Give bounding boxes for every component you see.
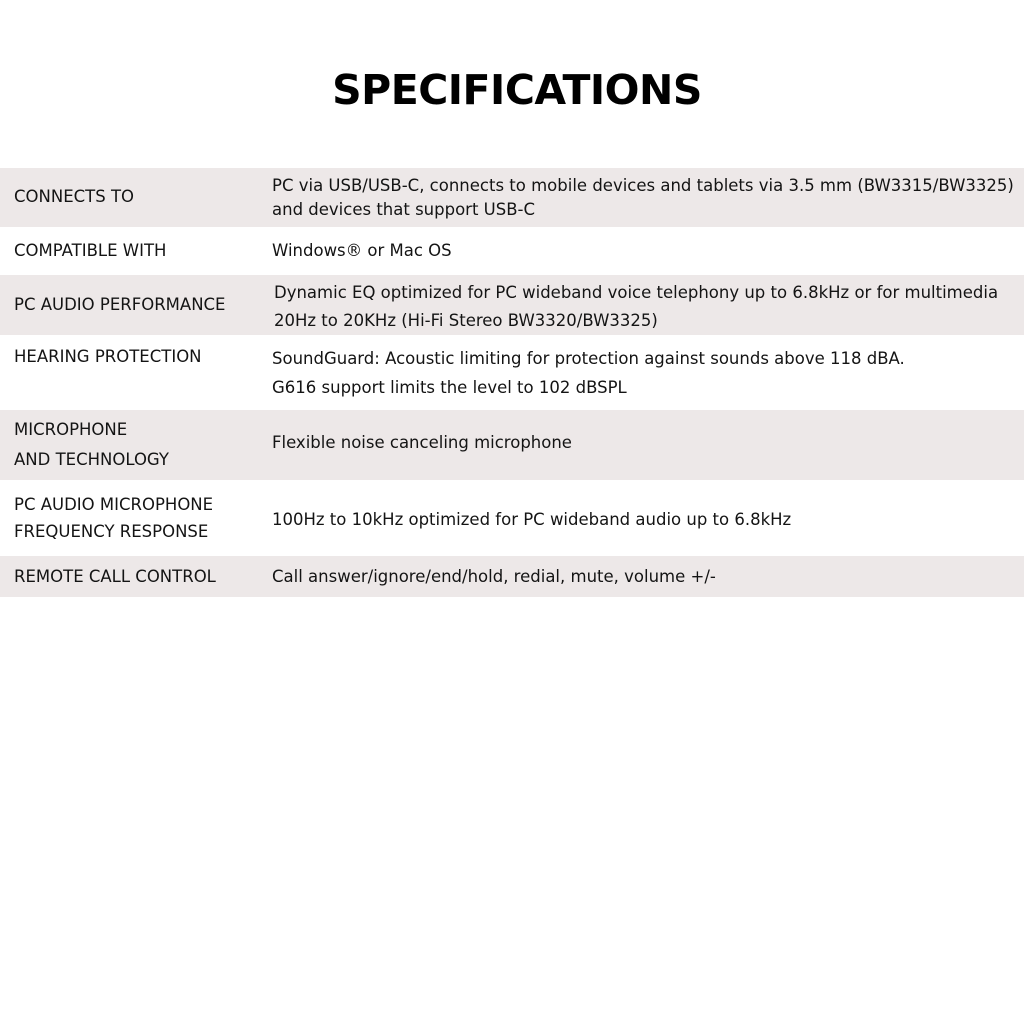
- spec-value-mic-frequency-response: 100Hz to 10kHz optimized for PC wideband audio up to 6.8kHz: [272, 510, 792, 529]
- spec-label-microphone-technology: MICROPHONE AND TECHNOLOGY: [14, 420, 169, 469]
- table-row: [0, 227, 1024, 275]
- spec-value-compatible-with: Windows® or Mac OS: [272, 241, 452, 260]
- table-row: [0, 480, 1024, 556]
- spec-value-remote-call-control: Call answer/ignore/end/hold, redial, mute, volume +/-: [272, 567, 716, 586]
- spec-value-connects-to: PC via USB/USB-C, connects to mobile devices and tablets via 3.5 mm (BW3315/BW3325) and devices that support USB-C: [272, 176, 1014, 219]
- table-row: [0, 168, 1024, 227]
- spec-label-compatible-with: COMPATIBLE WITH: [14, 241, 167, 260]
- spec-label-remote-call-control: REMOTE CALL CONTROL: [14, 567, 216, 586]
- spec-table: [0, 168, 1024, 597]
- spec-label-pc-audio-performance: PC AUDIO PERFORMANCE: [14, 295, 226, 314]
- spec-label-mic-frequency-response: PC AUDIO MICROPHONE FREQUENCY RESPONSE: [14, 495, 214, 541]
- table-row: [0, 335, 1024, 410]
- spec-label-hearing-protection: HEARING PROTECTION: [14, 347, 202, 366]
- table-row: [0, 410, 1024, 480]
- spec-value-microphone-technology: Flexible noise canceling microphone: [272, 433, 572, 452]
- page-title: SPECIFICATIONS: [332, 66, 702, 114]
- spec-value-hearing-protection: SoundGuard: Acoustic limiting for protection against sounds above 118 dBA. G616 support limits the level to 102 dBSPL: [272, 349, 905, 397]
- spec-value-pc-audio-performance: Dynamic EQ optimized for PC wideband voice telephony up to 6.8kHz or for multimedia 20Hz to 20KHz (Hi-Fi Stereo BW3320/BW3325): [274, 283, 999, 330]
- table-row: [0, 275, 1024, 335]
- spec-label-connects-to: CONNECTS TO: [14, 187, 135, 206]
- table-row: [0, 556, 1024, 597]
